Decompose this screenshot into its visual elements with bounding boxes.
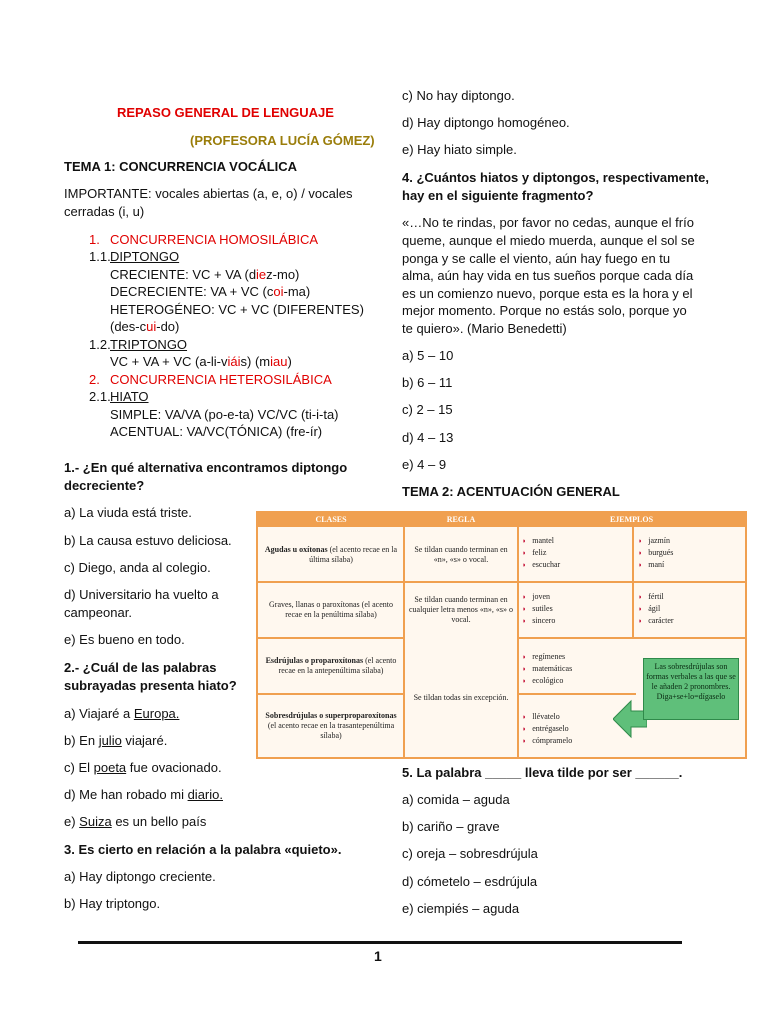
q4-quote-line: «…No te rindas, por favor no cedas, aunque el frío	[402, 215, 694, 230]
q2-option-b	[64, 732, 167, 749]
example-word: ◗ mantel	[522, 536, 555, 545]
q1-option-b: b) La causa estuvo deliciosa.	[64, 533, 232, 548]
q2-d-text: d) Me han robado mi	[64, 787, 188, 802]
q1-option-d-line1: d) Universitario ha vuelto a	[64, 587, 219, 602]
q2-c-word: poeta	[93, 760, 127, 775]
page-number: 1	[374, 948, 382, 964]
triptongo-line	[110, 353, 292, 370]
q5-option-d: d) cómetelo – esdrújula	[402, 874, 538, 889]
q4-quote-line: te quiero». (Mario Benedetti)	[402, 321, 567, 336]
q2-c-text: c) El	[64, 760, 94, 775]
example-word: ◗ regímenes	[522, 652, 566, 661]
row-regla-agudas: Se tildan cuando terminan en «n», «s» o vocal.	[414, 545, 508, 564]
q4-quote-line: ponga y se calle el viento, aún hay fuego en tu	[402, 251, 671, 266]
table-header-ejemplos: EJEMPLOS	[518, 513, 745, 527]
examples-left	[522, 591, 555, 627]
examples-right	[638, 591, 674, 627]
sec1-heading: CONCURRENCIA HOMOSILÁBICA	[110, 232, 319, 247]
q2-b-word: julio	[98, 733, 122, 748]
q1-question-line1: 1.- ¿En qué alternativa encontramos diptongo	[64, 460, 348, 475]
clase-name: Graves, llanas o paroxítonas	[269, 600, 360, 609]
q3-option-d: d) Hay diptongo homogéneo.	[402, 115, 570, 130]
q2-b-end: viajaré.	[121, 733, 168, 748]
q3-question: 3. Es cierto en relación a la palabra «quieto».	[64, 842, 342, 857]
creciente-line	[110, 266, 299, 283]
decreciente-highlight: oi	[273, 284, 284, 299]
row-clase-esdrujulas	[260, 639, 402, 693]
q4-option-a: a) 5 – 10	[402, 348, 454, 363]
q3-option-b: b) Hay triptongo.	[64, 896, 161, 911]
importante-line1: IMPORTANTE: vocales abiertas (a, e, o) / vocales	[64, 186, 353, 201]
example-word: ◗ jazmín	[638, 536, 671, 545]
example-word: ◗ sutiles	[522, 604, 553, 613]
q5-option-a: a) comida – aguda	[402, 792, 510, 807]
creciente-end: z-mo)	[266, 267, 300, 282]
example-word: ◗ sincero	[522, 616, 556, 625]
hetero-ex-end: -do)	[156, 319, 180, 334]
examples-left	[522, 535, 560, 571]
tema1-title: TEMA 1: CONCURRENCIA VOCÁLICA	[64, 159, 298, 174]
q1-option-d-line2: campeonar.	[64, 605, 132, 620]
q2-a-word: Europa.	[133, 706, 180, 721]
example-word: ◗ burgués	[638, 548, 674, 557]
accentuation-table	[256, 511, 747, 759]
s11-heading: DIPTONGO	[110, 249, 180, 264]
footer-rule	[78, 941, 682, 944]
hiato-acentual: ACENTUAL: VA/VC(TÓNICA) (fre-ír)	[110, 424, 323, 439]
s12-heading: TRIPTONGO	[110, 337, 188, 352]
clase-desc: (el acento recae en la última sílaba)	[309, 545, 398, 564]
q2-e-end: es un bello país	[111, 814, 207, 829]
table-divider	[517, 513, 519, 757]
s12-number: 1.2.	[89, 337, 111, 352]
q2-option-e	[64, 813, 206, 830]
decreciente-text: DECRECIENTE: VA + VC (c	[110, 284, 274, 299]
hetero-ex-text: (des-c	[110, 319, 147, 334]
example-word: ◗ llévatelo	[522, 712, 560, 721]
table-header-clases: CLASES	[258, 513, 404, 527]
clase-desc: (el acento recae en la trasantepenúltima sílaba)	[267, 721, 395, 740]
sobresdrujulas-note: Las sobresdrújulas son formas verbales a las que se le añaden 2 pronombres. Diga+se+lo=dígaselo	[643, 658, 739, 720]
q2-option-a	[64, 705, 179, 722]
heterogeneo-line: HETEROGÉNEO: VC + VC (DIFERENTES)	[110, 302, 364, 317]
example-word: ◗ escuchar	[522, 560, 561, 569]
row-regla-sin-excepcion: Se tildan todas sin excepción.	[413, 693, 509, 702]
importante-line2: cerradas (i, u)	[64, 204, 145, 219]
example-word: ◗ entrégaselo	[522, 724, 569, 733]
s21-number: 2.1.	[89, 389, 111, 404]
q2-option-d	[64, 786, 223, 803]
table-divider	[518, 637, 745, 639]
q2-option-c	[64, 759, 222, 776]
q1-option-e: e) Es bueno en todo.	[64, 632, 185, 647]
q2-a-text: a) Viajaré a	[64, 706, 134, 721]
example-word: ◗ joven	[522, 592, 551, 601]
example-word: ◗ cómpramelo	[522, 736, 573, 745]
example-word: ◗ fértil	[638, 592, 664, 601]
arrow-left-icon	[613, 699, 647, 739]
tema2-title: TEMA 2: ACENTUACIÓN GENERAL	[402, 484, 620, 499]
doc-title: REPASO GENERAL DE LENGUAJE	[117, 105, 334, 120]
q4-option-c: c) 2 – 15	[402, 402, 453, 417]
q2-c-end: fue ovacionado.	[126, 760, 222, 775]
sec2-number: 2.	[89, 372, 100, 387]
examples-left	[522, 711, 572, 747]
sec2-heading: CONCURRENCIA HETEROSILÁBICA	[110, 372, 332, 387]
creciente-text: CRECIENTE: VC + VA (d	[110, 267, 257, 282]
example-word: ◗ maní	[638, 560, 665, 569]
row-clase-sobresdrujulas	[260, 695, 402, 757]
q2-e-text: e)	[64, 814, 80, 829]
teacher-name: (PROFESORA LUCÍA GÓMEZ)	[190, 133, 375, 148]
sec1-number: 1.	[89, 232, 100, 247]
hiato-simple: SIMPLE: VA/VA (po-e-ta) VC/VC (ti-i-ta)	[110, 407, 339, 422]
table-header-regla: REGLA	[404, 513, 518, 527]
clase-name: Esdrújulas o proparoxítonas	[265, 656, 364, 665]
q1-option-c: c) Diego, anda al colegio.	[64, 560, 211, 575]
q2-d-word: diario.	[187, 787, 223, 802]
q3-option-e: e) Hay hiato simple.	[402, 142, 517, 157]
trip-mid: s) (m	[240, 354, 271, 369]
q2-question-line2: subrayadas presenta hiato?	[64, 678, 237, 693]
trip-highlight-1: iái	[227, 354, 241, 369]
q4-question-line1: 4. ¿Cuántos hiatos y diptongos, respectivamente,	[402, 170, 710, 185]
q4-quote-line: es un comienzo nuevo, porque esta es la hora y el	[402, 286, 693, 301]
q3-option-c: c) No hay diptongo.	[402, 88, 515, 103]
table-divider	[518, 693, 636, 695]
trip-text: VC + VA + VC (a-li-v	[110, 354, 228, 369]
q1-question-line2: decreciente?	[64, 478, 145, 493]
example-word: ◗ ecológico	[522, 676, 564, 685]
q2-e-word: Suiza	[79, 814, 112, 829]
q4-option-b: b) 6 – 11	[402, 375, 453, 390]
q3-option-a: a) Hay diptongo creciente.	[64, 869, 216, 884]
hetero-ex-highlight: ui	[146, 319, 157, 334]
q1-option-a: a) La viuda está triste.	[64, 505, 192, 520]
q5-option-b: b) cariño – grave	[402, 819, 500, 834]
example-word: ◗ matemáticas	[522, 664, 573, 673]
s11-number: 1.1.	[89, 249, 111, 264]
clase-name: Agudas u oxítonas	[264, 545, 328, 554]
heterogeneo-example	[110, 318, 179, 335]
example-word: ◗ ágil	[638, 604, 661, 613]
trip-end: )	[287, 354, 292, 369]
q4-option-e: e) 4 – 9	[402, 457, 447, 472]
q4-question-line2: hay en el siguiente fragmento?	[402, 188, 594, 203]
example-word: ◗ feliz	[522, 548, 547, 557]
q5-question: 5. La palabra _____ lleva tilde por ser ______.	[402, 765, 683, 780]
table-divider	[403, 513, 405, 757]
s21-heading: HIATO	[110, 389, 149, 404]
q4-option-d: d) 4 – 13	[402, 430, 454, 445]
decreciente-end: -ma)	[283, 284, 311, 299]
q5-option-e: e) ciempiés – aguda	[402, 901, 520, 916]
example-word: ◗ carácter	[638, 616, 674, 625]
clase-desc: (el acento recae en la antepenúltima sílaba)	[278, 656, 397, 675]
q5-option-c: c) oreja – sobresdrújula	[402, 846, 538, 861]
trip-highlight-2: iau	[270, 354, 288, 369]
q4-quote-line: queme, aunque el miedo muerda, aunque el sol se	[402, 233, 695, 248]
creciente-highlight: ie	[256, 267, 267, 282]
clase-desc: (el acento recae en la penúltima sílaba)	[285, 600, 393, 619]
row-clase-graves	[260, 583, 402, 637]
row-regla-graves: Se tildan cuando terminan en cualquier letra menos «n», «s» o vocal.	[409, 595, 513, 624]
row-clase-agudas	[260, 529, 402, 581]
decreciente-line	[110, 283, 310, 300]
clase-name: Sobresdrújulas o superproparoxítonas	[265, 711, 397, 720]
q4-quote-line: alma, aún hay vida en tus sueños porque cada día	[402, 268, 694, 283]
examples-right	[638, 535, 673, 571]
q2-question-line1: 2.- ¿Cuál de las palabras	[64, 660, 217, 675]
q2-b-text: b) En	[64, 733, 99, 748]
q4-quote-line: mejor momento. Porque no estás solo, porque yo	[402, 303, 687, 318]
examples-left	[522, 651, 572, 687]
